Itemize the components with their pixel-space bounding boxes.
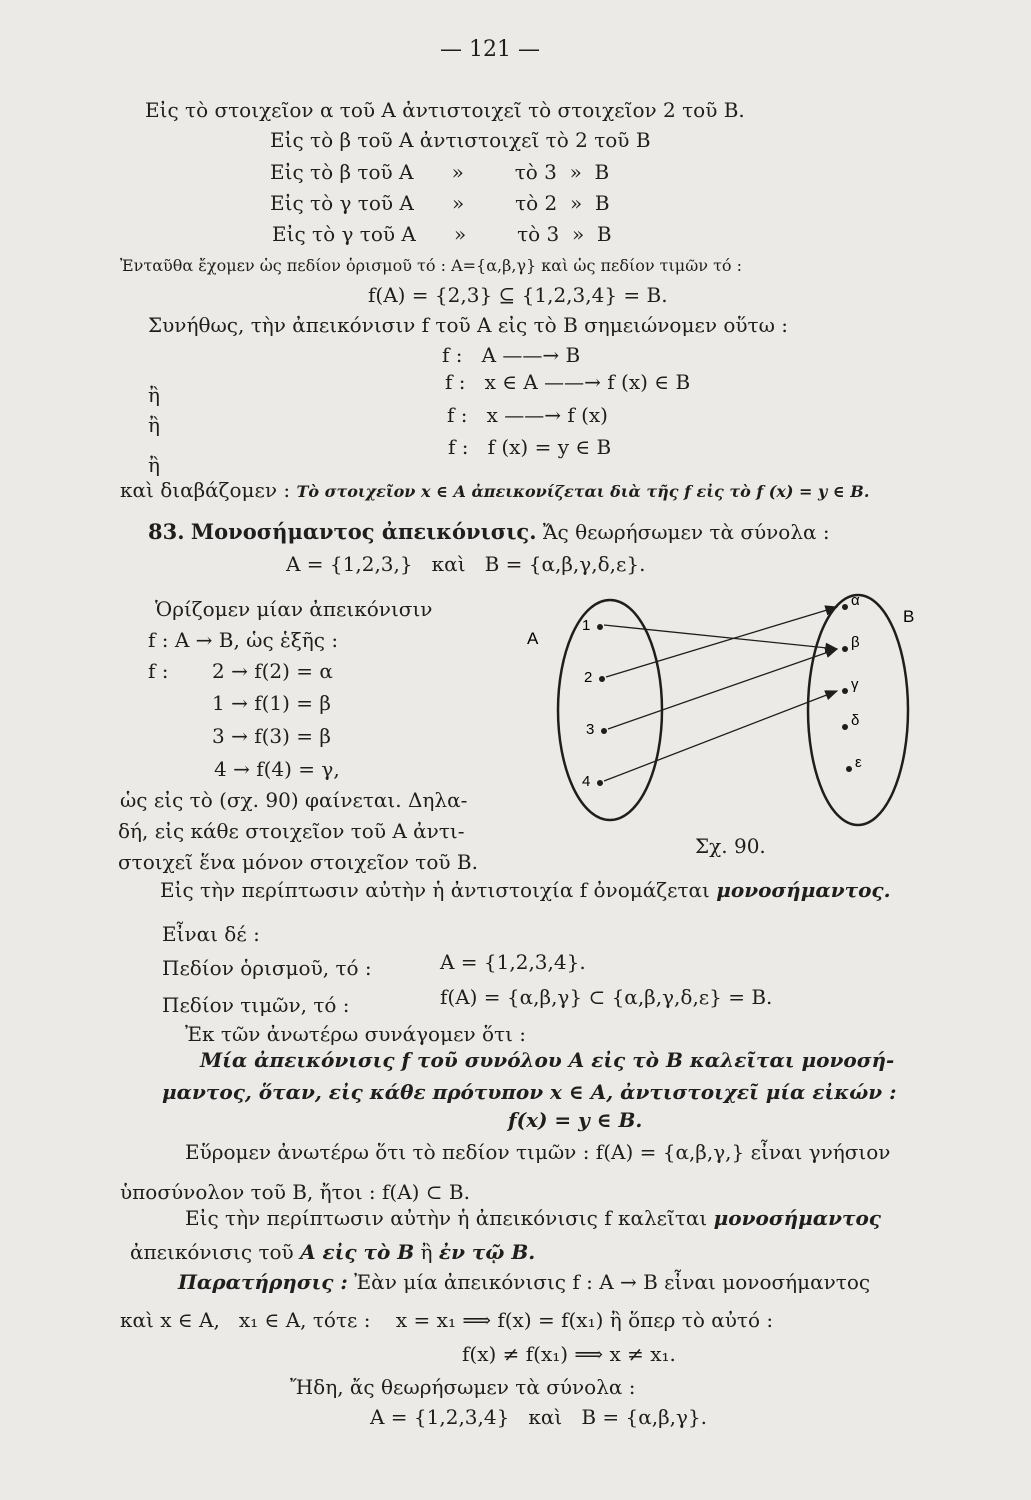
mapping-rule-4: 4 → f(4) = γ, — [214, 757, 340, 781]
set-a-ellipse — [558, 600, 662, 820]
mapping-f-label: f : — [148, 659, 169, 683]
body-p9-text: ἀπεικόνισις τοῦ — [130, 1240, 301, 1264]
body-p7: ὑποσύνολον τοῦ Β, ἤτοι : f(A) ⊂ B. — [120, 1180, 470, 1204]
body-p11: καὶ x ∈ A, x₁ ∈ A, τότε : x = x₁ ⟹ f(x) = f(x₁) ἢ ὅπερ τὸ αὐτό : — [120, 1308, 774, 1332]
remark-label: Παρατήρησις : — [178, 1270, 348, 1294]
body-p9-a-to-b: Α εἰς τὸ Β — [300, 1240, 415, 1264]
set-a-dot-3 — [601, 728, 607, 734]
intro-line-4: Εἰς τὸ γ τοῦ Α » τὸ 2 » Β — [270, 191, 610, 215]
body-p6: Εὕρομεν ἀνωτέρω ὅτι τὸ πεδίον τιμῶν : f(A) = {α,β,γ,} εἶναι γνήσιον — [185, 1140, 891, 1164]
intro-line-2: Εἰς τὸ β τοῦ Α ἀντιστοιχεῖ τὸ 2 τοῦ Β — [270, 128, 651, 152]
section-number: 83. — [148, 519, 185, 544]
term-monosemantic-2: μονοσήμαντος — [713, 1206, 881, 1230]
body-p8 — [185, 1206, 881, 1230]
body-p8-text: Εἰς τὴν περίπτωσιν αὐτὴν ἡ ἀπεικόνισις f καλεῖται — [185, 1206, 714, 1230]
notation-1: f : A ——→ B — [442, 343, 581, 367]
body-p12: f(x) ≠ f(x₁) ⟹ x ≠ x₁. — [462, 1342, 676, 1366]
set-b-element-ε: ε — [855, 754, 862, 771]
reading-line — [120, 478, 869, 504]
intro-line-5: Εἰς τὸ γ τοῦ Α » τὸ 3 » Β — [272, 222, 612, 246]
set-b-element-γ: γ — [851, 676, 859, 693]
notation-3: f : x ——→ f (x) — [447, 403, 608, 427]
or-1: ἢ — [148, 383, 160, 407]
body-p9-in-b: ἐν τῷ Β. — [438, 1240, 536, 1264]
body-p1-text: Εἰς τὴν περίπτωσιν αὐτὴν ἡ ἀντιστοιχία f ὀνομάζεται — [160, 878, 717, 902]
mapping-rule-1: 2 → f(2) = α — [212, 659, 333, 683]
arrow-4-to-γ — [604, 691, 837, 781]
intro-line-1: Εἰς τὸ στοιχεῖον α τοῦ Α ἀντιστοιχεῖ τὸ στοιχεῖον 2 τοῦ Β. — [145, 98, 745, 122]
figure-caption: Σχ. 90. — [695, 834, 766, 858]
set-a-dot-4 — [597, 780, 603, 786]
intro-line-6: Ἐνταῦθα ἔχομεν ὡς πεδίον ὁρισμοῦ τό : Α={α,β,γ} καὶ ὡς πεδίον τιμῶν τό : — [120, 256, 743, 275]
section-lead: Ἄς θεωρήσωμεν τὰ σύνολα : — [542, 520, 830, 544]
term-monosemantic: μονοσήμαντος. — [716, 878, 891, 902]
definition-line-2: μαντος, ὅταν, εἰς κάθε πρότυπον x ∈ A, ἀντιστοιχεῖ μία εἰκών : — [162, 1080, 897, 1104]
set-b-element-δ: δ — [851, 712, 860, 729]
intro-line-8: Συνήθως, τὴν ἀπεικόνισιν f τοῦ Α εἰς τὸ Β σημειώνομεν οὕτω : — [148, 313, 789, 337]
body-p14: A = {1,2,3,4} καὶ B = {α,β,γ}. — [370, 1405, 708, 1429]
section-heading — [148, 520, 830, 544]
remark-text: Ἐὰν μία ἀπεικόνισις f : A → B εἶναι μονοσήμαντος — [347, 1270, 871, 1294]
arrow-3-to-β — [608, 649, 837, 729]
body-p1 — [160, 878, 891, 902]
domain-value: A = {1,2,3,4}. — [440, 950, 586, 974]
page-number: — 121 — — [440, 37, 540, 62]
arrow-2-to-α — [606, 607, 837, 677]
intro-line-3: Εἰς τὸ β τοῦ Α » τὸ 3 » Β — [270, 160, 610, 184]
definition-formula: f(x) = y ∈ B. — [508, 1108, 643, 1132]
venn-figure — [515, 580, 935, 840]
set-a-element-1: 1 — [582, 617, 591, 634]
set-a-element-2: 2 — [584, 669, 593, 686]
body-p5: Ἐκ τῶν ἀνωτέρω συνάγομεν ὅτι : — [185, 1022, 527, 1046]
notation-4: f : f (x) = y ∈ B — [448, 435, 612, 459]
body-p10 — [178, 1270, 870, 1294]
set-b-element-β: β — [851, 634, 860, 651]
set-b-dot-β — [842, 646, 848, 652]
arrow-1-to-β — [604, 625, 837, 649]
set-b-dot-ε — [846, 766, 852, 772]
section-sets: Α = {1,2,3,} καὶ Β = {α,β,γ,δ,ε}. — [286, 552, 646, 576]
set-b-dot-γ — [842, 688, 848, 694]
set-a-dot-1 — [597, 624, 603, 630]
mapping-text-3: στοιχεῖ ἕνα μόνον στοιχεῖον τοῦ Β. — [118, 850, 478, 874]
domain-label: Πεδίον ὁρισμοῦ, τό : — [162, 956, 372, 980]
body-p2: Εἶναι δέ : — [162, 922, 260, 946]
set-a-element-3: 3 — [586, 721, 595, 738]
mapping-line-2: f : A → B, ὡς ἑξῆς : — [148, 628, 339, 652]
or-3: ἢ — [148, 453, 160, 477]
body-p13: Ἤδη, ἄς θεωρήσωμεν τὰ σύνολα : — [290, 1375, 636, 1399]
reading-text: Τὸ στοιχεῖον x ∈ A ἀπεικονίζεται διὰ τῆς f εἰς τὸ f (x) = y ∈ B. — [296, 482, 870, 501]
range-label: Πεδίον τιμῶν, τό : — [162, 993, 350, 1017]
set-b-dot-α — [842, 604, 848, 610]
set-a-label: A — [527, 629, 539, 648]
set-b-dot-δ — [842, 724, 848, 730]
definition-line-1: Μία ἀπεικόνισις f τοῦ συνόλου Α εἰς τὸ Β καλεῖται μονοσή- — [200, 1048, 895, 1072]
range-value: f(A) = {α,β,γ} ⊂ {α,β,γ,δ,ε} = B. — [440, 985, 773, 1009]
or-2: ἢ — [148, 413, 160, 437]
body-p9-or: ἢ — [414, 1240, 439, 1264]
section-title: Μονοσήμαντος ἀπεικόνισις. — [190, 519, 537, 544]
mapping-rule-3: 3 → f(3) = β — [212, 724, 331, 748]
set-a-element-4: 4 — [582, 773, 591, 790]
mapping-rule-2: 1 → f(1) = β — [212, 691, 331, 715]
mapping-text-1: ὡς εἰς τὸ (σχ. 90) φαίνεται. Δηλα- — [120, 788, 468, 812]
notation-2: f : x ∈ A ——→ f (x) ∈ B — [445, 370, 691, 394]
body-p9 — [130, 1240, 535, 1264]
image-set-line: f(A) = {2,3} ⊆ {1,2,3,4} = B. — [368, 283, 668, 307]
mapping-text-2: δή, εἰς κάθε στοιχεῖον τοῦ Α ἀντι- — [118, 819, 465, 843]
set-b-label: B — [903, 607, 915, 626]
reading-prefix: καὶ διαβάζομεν : — [120, 478, 297, 502]
set-b-ellipse — [808, 595, 908, 825]
set-a-dot-2 — [599, 676, 605, 682]
set-b-element-α: α — [851, 592, 860, 609]
mapping-line-1: Ὁρίζομεν μίαν ἀπεικόνισιν — [155, 597, 433, 621]
